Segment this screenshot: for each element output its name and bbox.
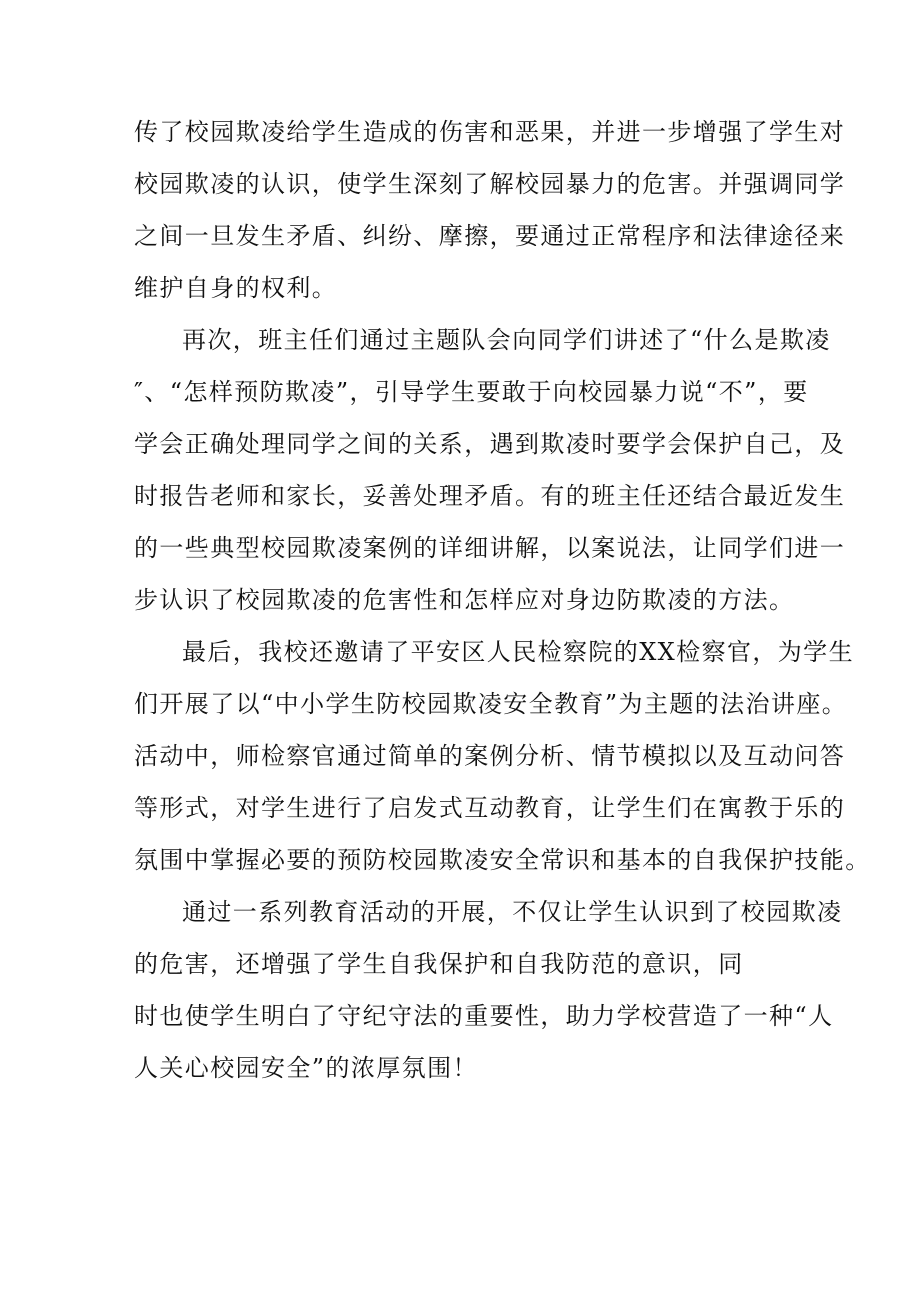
text-line: ″、“怎样预防欺凌”，引导学生要敢于向校园暴力说“不”，要 <box>134 378 809 406</box>
text-line: 氛围中掌握必要的预防校园欺凌安全常识和基本的自我保护技能。 <box>134 846 871 874</box>
text-line: 之间一旦发生矛盾、纠纷、摩擦，要通过正常程序和法律途径来 <box>134 222 846 250</box>
text-line: 通过一系列教育活动的开展，不仅让学生认识到了校园欺凌 <box>182 898 843 926</box>
text-line: 活动中，师检察官通过简单的案例分析、情节模拟以及互动问答 <box>134 742 846 770</box>
text-line: 时报告老师和家长，妥善处理矛盾。有的班主任还结合最近发生 <box>134 482 846 510</box>
text-line: 最后，我校还邀请了平安区人民检察院的XX检察官，为学生 <box>182 638 854 666</box>
text-line: 传了校园欺凌给学生造成的伤害和恶果，并进一步增强了学生对 <box>134 118 846 146</box>
text-line: 人关心校园安全”的浓厚氛围！ <box>134 1054 478 1082</box>
paragraph-3 <box>134 626 871 886</box>
paragraph-1 <box>134 106 846 314</box>
text-line: 们开展了以“中小学生防校园欺凌安全教育”为主题的法治讲座。 <box>134 690 848 718</box>
text-line: 再次，班主任们通过主题队会向同学们讲述了“什么是欺凌 <box>182 326 831 354</box>
text-line: 时也使学生明白了守纪守法的重要性，助力学校营造了一种“人 <box>134 1002 834 1030</box>
text-line: 维护自身的权利。 <box>134 274 338 302</box>
paragraph-2 <box>134 314 846 626</box>
text-line: 校园欺凌的认识，使学生深刻了解校园暴力的危害。并强调同学 <box>134 170 846 198</box>
text-line: 的一些典型校园欺凌案例的详细讲解，以案说法，让同学们进一 <box>134 534 846 562</box>
paragraph-4 <box>134 886 843 1094</box>
document-body <box>134 106 871 1094</box>
text-line: 步认识了校园欺凌的危害性和怎样应对身边防欺凌的方法。 <box>134 586 795 614</box>
text-line: 学会正确处理同学之间的关系，遇到欺凌时要学会保护自己，及 <box>134 430 846 458</box>
text-line: 等形式，对学生进行了启发式互动教育，让学生们在寓教于乐的 <box>134 794 846 822</box>
text-line: 的危害，还增强了学生自我保护和自我防范的意识，同 <box>134 950 744 978</box>
